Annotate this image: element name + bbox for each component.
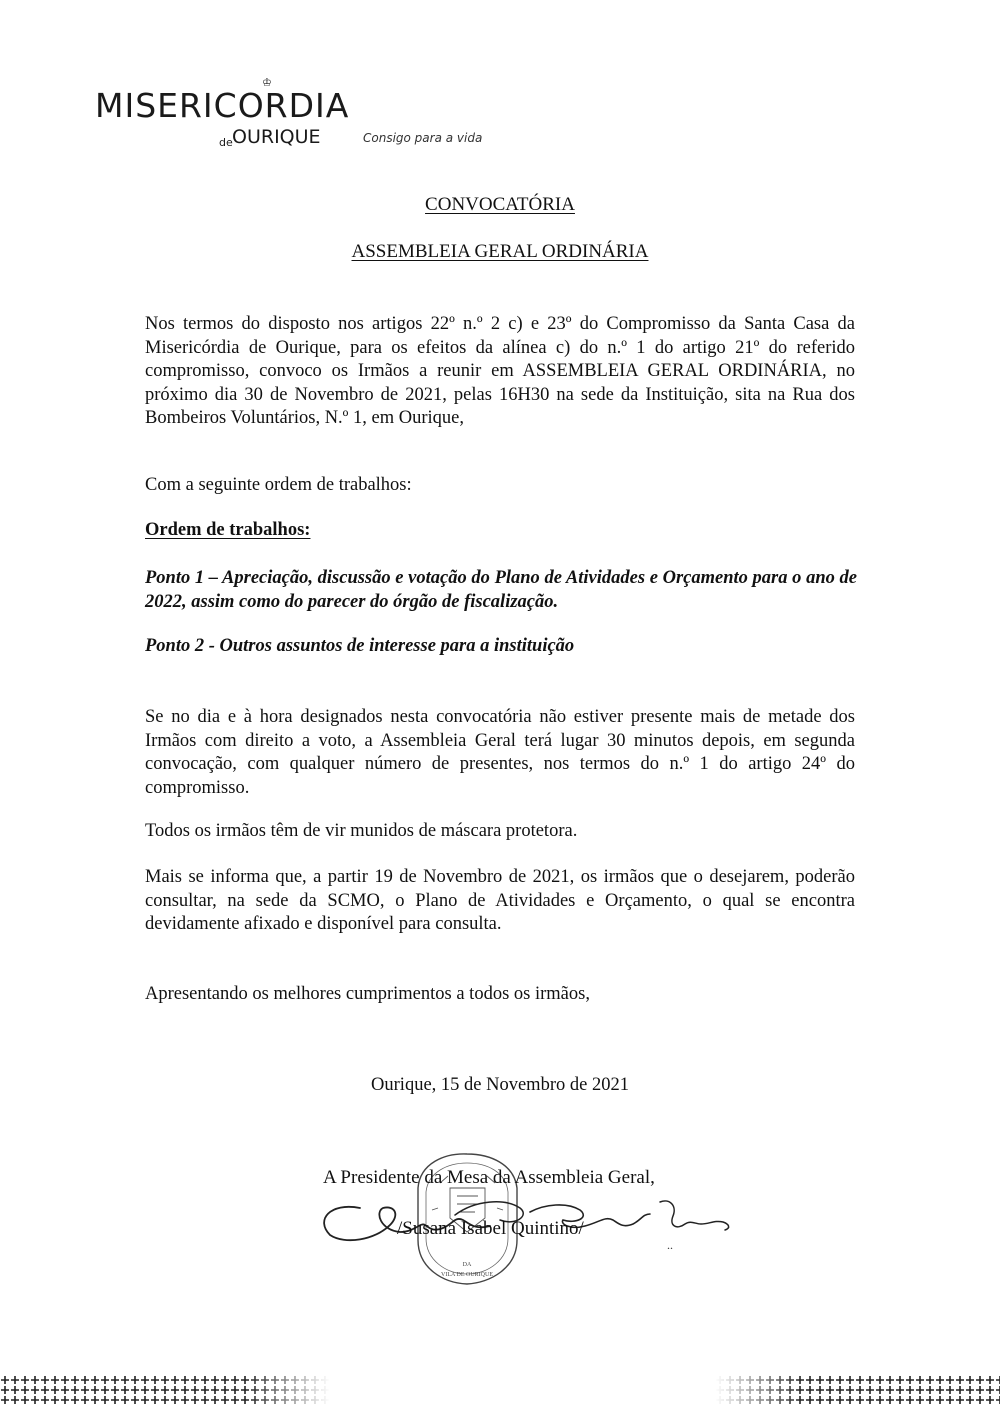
svg-text:VILA DE OURIQUE: VILA DE OURIQUE	[441, 1272, 493, 1278]
svg-text:DA: DA	[462, 1262, 472, 1268]
closing-paragraph: Apresentando os melhores cumprimentos a todos os irmãos,	[145, 984, 590, 1004]
info-paragraph: Mais se informa que, a partir 19 de Novembro de 2021, os irmãos que o desejarem, poderão consultar, na sede da SCMO, o Plano de Atividades e Orçamento, o qual se encontra devidamente afixado e disponível para consulta.	[145, 867, 855, 934]
signature-name: /Susana Isabel Quintino/	[397, 1218, 584, 1239]
document-subtitle: ASSEMBLEIA GERAL ORDINÁRIA	[351, 241, 649, 262]
decorative-border-right	[715, 1375, 1000, 1405]
stray-mark: ..	[667, 1238, 673, 1252]
agenda-intro-paragraph: Com a seguinte ordem de trabalhos:	[145, 475, 412, 495]
quorum-paragraph: Se no dia e à hora designados nesta convocatória não estiver presente mais de metade dos Irmãos com direito a voto, a Assembleia Geral terá lugar 30 minutos depois, em segunda convocação, com qualquer número de presentes, nos termos do n.º 1 do artigo 24º do compromisso.	[145, 707, 855, 798]
agenda-point-1: Ponto 1 – Apreciação, discussão e votação do Plano de Atividades e Orçamento para o ano de 2022, assim como do parecer do órgão de fiscalização.	[145, 568, 857, 612]
logo-sub-text: OURIQUE	[232, 126, 321, 148]
agenda-heading: Ordem de trabalhos:	[145, 520, 311, 540]
document-title: CONVOCATÓRIA	[425, 194, 575, 215]
logo-tagline: Consigo para a vida	[363, 131, 483, 145]
decorative-border-left	[0, 1375, 330, 1405]
date-line: Ourique, 15 de Novembro de 2021	[371, 1075, 629, 1095]
agenda-point-2: Ponto 2 - Outros assuntos de interesse para a instituição	[145, 636, 575, 656]
signature-title: A Presidente da Mesa da Assembleia Geral,	[323, 1167, 655, 1188]
institution-logo	[95, 78, 515, 158]
intro-paragraph: Nos termos do disposto nos artigos 22º n.º 2 c) e 23º do Compromisso da Santa Casa da Misericórdia de Ourique, para os efeitos da alínea c) do n.º 1 do artigo 21º do referido compromisso, convoco os Irmãos a reunir em ASSEMBLEIA GERAL ORDINÁRIA, no próximo dia 30 de Novembro de 2021, pelas 16H30 na sede da Instituição, sita na Rua dos Bombeiros Voluntários, N.º 1, em Ourique,	[145, 314, 855, 428]
logo-main-text: MISERICORDIA	[95, 86, 350, 125]
crown-icon: ♔	[262, 77, 272, 89]
masks-paragraph: Todos os irmãos têm de vir munidos de máscara protetora.	[145, 821, 578, 841]
logo-de-text: de	[219, 136, 233, 149]
